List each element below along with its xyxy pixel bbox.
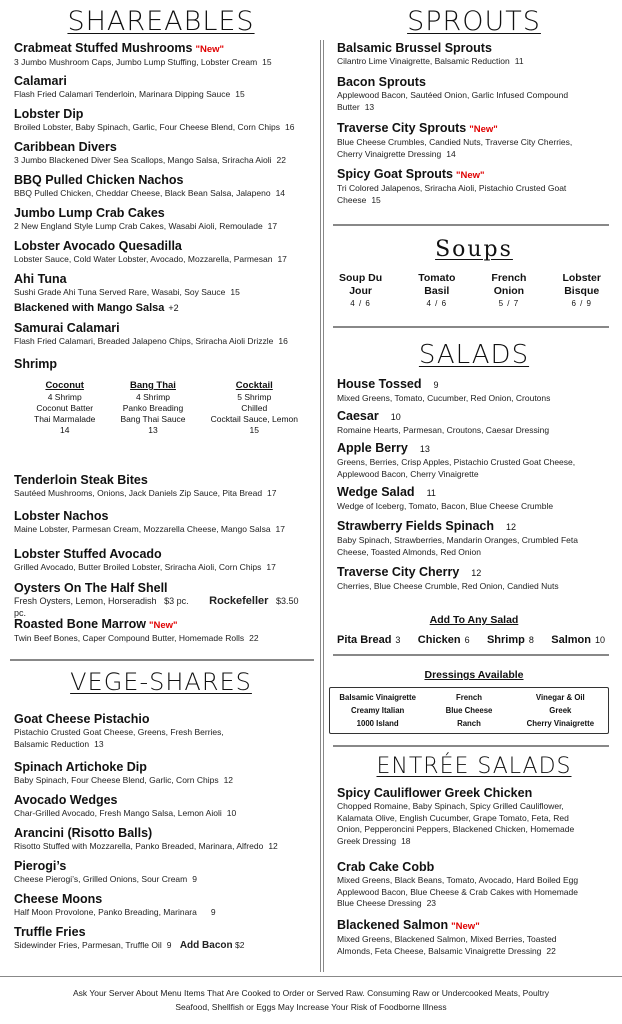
soup-name-2: Bisque (564, 285, 600, 297)
item-price: 12 (223, 775, 234, 785)
item-price: 10 (226, 808, 237, 818)
style-price: 15 (249, 425, 260, 435)
style-line: Chilled (241, 403, 268, 413)
item-price: 9 (166, 940, 172, 950)
rockefeller-price: $3.50 pc. (14, 596, 299, 618)
menu-item (337, 41, 615, 69)
dressing-item: Greek (549, 706, 572, 715)
item-price: 15 (230, 287, 240, 297)
menu-item (337, 167, 615, 207)
shrimp-style (34, 380, 95, 436)
item-desc: Twin Beef Bones, Caper Compound Butter, Homemade Rolls (14, 633, 245, 643)
rockefeller-name: Rockefeller (209, 595, 269, 607)
item-name: Calamari (14, 74, 67, 88)
sprouts-title: SPROUTS (407, 6, 541, 37)
item-name: BBQ Pulled Chicken Nachos (14, 173, 184, 187)
item-desc-last: Almonds, Feta Cheese, Balsamic Vinaigrette Dressing (337, 945, 542, 956)
soup-name-1: Lobster (562, 272, 601, 284)
add-bacon-price: $2 (234, 940, 245, 950)
item-name: Truffle Fries (14, 925, 86, 939)
item-name: Spicy Cauliflower Greek Chicken (337, 786, 533, 800)
new-badge: "New" (456, 170, 485, 181)
item-desc: Sushi Grade Ahi Tuna Served Rare, Wasabi, Soy Sauce (14, 287, 226, 297)
item-name: Traverse City Sprouts (337, 121, 467, 135)
item-price: 9 (210, 907, 216, 917)
menu-item (14, 74, 312, 102)
item-desc-last: Greek Dressing (337, 835, 397, 846)
item-desc: Wedge of Iceberg, Tomato, Bacon, Blue Cheese Crumble (337, 501, 554, 511)
menu-item (14, 239, 312, 267)
soup-price: 4 / 6 (350, 299, 371, 308)
item-price: 16 (278, 336, 288, 346)
sprouts-list (333, 41, 615, 207)
allergy-disclaimer (0, 986, 622, 1014)
item-name: Traverse City Cherry (337, 565, 460, 579)
item-desc: Romaine Hearts, Parmesan, Croutons, Caesar Dressing (337, 425, 550, 435)
item-name: Balsamic Brussel Sprouts (337, 41, 492, 55)
item-name: Lobster Avocado Quesadilla (14, 239, 182, 253)
item-price: 14 (275, 188, 286, 198)
item-desc: Mixed Greens, Tomato, Cucumber, Red Onion, Croutons (337, 393, 551, 403)
item-price: 9 (192, 874, 197, 884)
item-name: Avocado Wedges (14, 793, 118, 807)
addon-price: 10 (594, 635, 605, 645)
item-name: Strawberry Fields Spinach (337, 519, 494, 533)
item-desc: Grilled Avocado, Butter Broiled Lobster, Sriracha Aioli, Corn Chips (14, 562, 262, 572)
new-badge: "New" (148, 620, 178, 631)
addon-price: 3 (395, 635, 401, 645)
item-price: 17 (275, 524, 286, 534)
item-name: Apple Berry (337, 441, 408, 455)
soup-price: 6 / 9 (571, 299, 593, 308)
menu-item (14, 547, 312, 575)
item-desc-line: Kalamata Olive, English Cucumber, Grape Tomato, Feta, Red (337, 812, 569, 823)
style-line: 5 Shrimp (237, 392, 272, 402)
item-desc: Baby Spinach, Four Cheese Blend, Garlic, Corn Chips (14, 775, 219, 785)
menu-item (14, 206, 312, 234)
menu-item (14, 793, 312, 821)
menu-item (337, 918, 615, 958)
addon-name: Chicken (417, 634, 461, 646)
item-desc: 2 New England Style Lump Crab Cakes, Wasabi Aioli, Remoulade (14, 221, 263, 231)
item-name: Roasted Bone Marrow (14, 617, 146, 631)
item-desc-line: Chopped Romaine, Baby Spinach, Spicy Grilled Cauliflower, (337, 801, 564, 811)
item-name: Crabmeat Stuffed Mushrooms (14, 41, 193, 55)
item-name: Spinach Artichoke Dip (14, 760, 147, 774)
item-name: Shrimp (14, 357, 58, 371)
oysters-item (14, 581, 312, 618)
item-desc-2: Cherry Vinaigrette Dressing (337, 148, 442, 159)
item-desc-line: Applewood Bacon, Blue Cheese & Crab Cakes with Homemade (337, 886, 578, 897)
item-name: Oysters On The Half Shell (14, 581, 168, 595)
shrimp-styles (14, 380, 312, 436)
style-price: 13 (148, 425, 158, 435)
addon-item (487, 634, 534, 646)
addon-name: Pita Bread (337, 634, 392, 646)
item-desc: Fresh Oysters, Lemon, Horseradish (14, 596, 157, 606)
item-name: Caesar (337, 409, 379, 423)
item-price: 22 (276, 155, 286, 165)
item-price: 14 (446, 148, 456, 159)
menu-item (14, 41, 312, 69)
item-price: 22 (249, 633, 259, 643)
style-line: 4 Shrimp (135, 392, 170, 402)
item-name: Tenderloin Steak Bites (14, 473, 148, 487)
dressing-item: Vinegar & Oil (535, 693, 585, 702)
column-divider-right (323, 40, 324, 972)
item-desc: Broiled Lobster, Baby Spinach, Garlic, Four Cheese Blend, Corn Chips (14, 122, 280, 132)
dressing-item: French (455, 693, 482, 702)
column-divider (320, 40, 321, 972)
item-name: Jumbo Lump Crab Cakes (14, 206, 165, 220)
item-desc: 3 Jumbo Blackened Diver Sea Scallops, Mango Salsa, Sriracha Aioli (14, 155, 272, 165)
item-price: 9 (433, 380, 439, 390)
salads-title: SALADS (418, 340, 530, 370)
add-to-salad-title: Add To Any Salad (429, 614, 519, 626)
menu-item (337, 786, 615, 854)
item-price: $3 pc. (164, 596, 189, 606)
menu-item (14, 859, 312, 887)
item-price: 22 (546, 945, 556, 956)
menu-item (337, 485, 615, 513)
dressings-title: Dressings Available (424, 669, 524, 681)
salad-addons (337, 634, 605, 646)
menu-item (14, 892, 312, 920)
item-desc-line: Onion, Pepperoncini Peppers, Blackened Chicken, Homemade (337, 824, 575, 834)
item-name: Cheese Moons (14, 892, 103, 906)
item-desc: Pistachio Crusted Goat Cheese, Greens, Fresh Berries, (14, 727, 224, 737)
item-desc: Blue Cheese Crumbles, Candied Nuts, Traverse City Cherries, (337, 137, 573, 147)
new-badge: "New" (451, 921, 480, 932)
divider-dressings-entree (333, 745, 609, 747)
style-line: Thai Marmalade (34, 414, 96, 424)
ahi-extra-price: +2 (168, 302, 179, 313)
divider-shareables-vege (10, 659, 314, 661)
item-name: Lobster Stuffed Avocado (14, 547, 162, 561)
shareables-title: SHAREABLES (67, 6, 255, 37)
menu-item (337, 519, 615, 559)
dressing-item: Cherry Vinaigrette (526, 719, 595, 728)
item-price: 15 (235, 89, 245, 99)
item-desc: Maine Lobster, Parmesan Cream, Mozzarella Cheese, Mango Salsa (14, 524, 271, 534)
soup-name-2: Onion (493, 285, 525, 297)
item-desc: Lobster Sauce, Cold Water Lobster, Avocado, Mozzarella, Parmesan (14, 254, 273, 264)
salads-list (333, 377, 615, 593)
item-desc: Half Moon Provolone, Panko Breading, Marinara (14, 907, 197, 917)
menu-item (337, 565, 615, 593)
menu-item (14, 509, 312, 537)
item-price: 17 (266, 562, 276, 572)
item-name: Bacon Sprouts (337, 75, 426, 89)
dressing-item: Ranch (457, 719, 481, 728)
style-line: Coconut Batter (36, 403, 94, 413)
item-name: Wedge Salad (337, 485, 415, 499)
menu-item (14, 473, 312, 501)
style-name: Coconut (45, 380, 84, 391)
soup-price: 5 / 7 (498, 299, 520, 308)
item-desc: Risotto Stuffed with Mozzarella, Panko Breaded, Marinara, Alfredo (14, 841, 264, 851)
addon-item (337, 634, 400, 646)
disclaimer-line-1: Ask Your Server About Menu Items That Are Cooked to Order or Served Raw. Consuming Raw or Undercooked Meats, Poultry (72, 988, 550, 998)
item-name: Caribbean Divers (14, 140, 117, 154)
item-desc-2: Cheese, Toasted Almonds, Red Onion (337, 546, 481, 557)
soup-name-1: Tomato (418, 272, 456, 284)
menu-item (14, 173, 312, 201)
soup-item (418, 272, 455, 310)
new-badge: "New" (469, 124, 498, 135)
item-name: Pierogi’s (14, 859, 67, 873)
item-desc-line: Mixed Greens, Black Beans, Tomato, Avocado, Hard Boiled Egg (337, 875, 579, 885)
disclaimer-line-2: Seafood, Shellfish or Eggs May Increase Your Risk of Foodborne Illness (175, 1002, 447, 1012)
item-price: 11 (514, 56, 524, 66)
dressing-item: Balsamic Vinaigrette (339, 693, 416, 702)
addon-name: Salmon (551, 634, 591, 646)
style-name: Cocktail (235, 380, 273, 391)
item-price: 17 (267, 488, 277, 498)
menu-item (14, 321, 312, 349)
item-desc-last: Blue Cheese Dressing (337, 898, 422, 908)
menu-item (14, 140, 312, 168)
menu-item (337, 377, 615, 405)
footer-divider (0, 976, 622, 977)
shareables-list-2 (10, 473, 312, 645)
item-desc: Cherries, Blue Cheese Crumble, Red Onion, Candied Nuts (337, 581, 559, 591)
dressing-item: Creamy Italian (351, 706, 405, 715)
item-desc: Sautéed Mushrooms, Onions, Jack Daniels Zip Sauce, Pita Bread (14, 488, 263, 498)
item-price: 13 (419, 444, 430, 454)
item-desc-2: Butter (337, 101, 360, 112)
item-price: 11 (426, 488, 436, 498)
item-price: 16 (285, 122, 295, 132)
menu-item (14, 617, 312, 645)
item-desc: Greens, Berries, Crisp Apples, Pistachio Crusted Goat Cheese, (337, 457, 576, 467)
vege-list (10, 712, 312, 953)
add-bacon-label: Add Bacon (179, 940, 233, 951)
item-name: Spicy Goat Sprouts (337, 167, 453, 181)
item-desc: Flash Fried Calamari Tenderloin, Marinara Dipping Sauce (14, 89, 231, 99)
item-desc: Sidewinder Fries, Parmesan, Truffle Oil (14, 940, 162, 950)
menu-item (14, 760, 312, 788)
menu-item (14, 712, 312, 752)
item-desc-2: Balsamic Reduction (14, 738, 90, 749)
item-desc: BBQ Pulled Chicken, Cheddar Cheese, Black Bean Salsa, Jalapeno (14, 188, 271, 198)
menu-item (337, 121, 615, 161)
menu-item (337, 409, 615, 437)
soup-name-1: French (491, 272, 527, 284)
menu-item (337, 75, 615, 115)
item-price: 17 (277, 254, 287, 264)
item-desc: Cheese Pierogi’s, Grilled Onions, Sour Cream (14, 874, 188, 884)
soup-item (562, 272, 601, 310)
menu-item (14, 826, 312, 854)
soup-name-2: Jour (349, 285, 372, 297)
item-name: Lobster Nachos (14, 509, 109, 523)
item-price: 13 (94, 738, 104, 749)
item-price: 12 (506, 522, 517, 532)
menu-item (14, 925, 312, 953)
dressing-item: Blue Cheese (445, 706, 493, 715)
menu-item (337, 860, 615, 912)
divider-soups-salads (333, 326, 609, 328)
entree-list (333, 786, 615, 958)
addon-name: Shrimp (486, 634, 525, 646)
item-price: 15 (262, 57, 272, 67)
item-desc: Char-Grilled Avocado, Fresh Mango Salsa, Lemon Aioli (14, 808, 222, 818)
shrimp-style (120, 380, 185, 436)
style-line: 4 Shrimp (47, 392, 82, 402)
menu-item (14, 272, 312, 316)
item-desc: Baby Spinach, Strawberries, Mandarin Oranges, Crumbled Feta (337, 535, 578, 545)
menu-item (337, 441, 615, 481)
soups-title: Soups (435, 237, 513, 262)
item-name: Goat Cheese Pistachio (14, 712, 150, 726)
item-desc: Flash Fried Calamari, Breaded Jalapeno Chips, Sriracha Aioli Drizzle (14, 336, 274, 346)
item-desc-line: Mixed Greens, Blackened Salmon, Mixed Berries, Toasted (337, 934, 557, 944)
soup-name-2: Basil (424, 285, 450, 297)
item-desc: 3 Jumbo Mushroom Caps, Jumbo Lump Stuffing, Lobster Cream (14, 57, 258, 67)
style-line: Cocktail Sauce, Lemon (210, 414, 298, 424)
item-name: Crab Cake Cobb (337, 860, 435, 874)
soup-name-1: Soup Du (339, 272, 383, 284)
item-desc: Tri Colored Jalapenos, Sriracha Aioli, Pistachio Crusted Goat (337, 183, 567, 193)
item-name: Blackened Salmon (337, 918, 449, 932)
soups-list (339, 272, 601, 310)
menu-item (14, 107, 312, 135)
soup-price: 4 / 6 (426, 299, 448, 308)
divider-sprouts-soups (333, 224, 609, 226)
soup-item (491, 272, 526, 310)
shrimp-item (14, 357, 312, 436)
item-desc-2: Applewood Bacon, Cherry Vinaigrette (337, 468, 479, 479)
item-price: 12 (268, 841, 278, 851)
shareables-list (10, 41, 312, 436)
entree-salads-title: ENTRÉE SALADS (376, 754, 572, 779)
style-name: Bang Thai (130, 380, 176, 391)
item-price: 17 (267, 221, 278, 231)
ahi-extra-label: Blackened with Mango Salsa (14, 301, 165, 314)
style-line: Panko Breading (122, 403, 184, 413)
item-name: Arancini (Risotto Balls) (14, 826, 153, 840)
dressing-item: 1000 Island (356, 719, 399, 728)
style-line: Bang Thai Sauce (120, 414, 186, 424)
item-price: 10 (390, 412, 401, 422)
dressings-box (329, 687, 609, 734)
item-price: 12 (471, 568, 482, 578)
divider-salads-dressings (333, 654, 609, 656)
item-name: House Tossed (337, 377, 422, 391)
item-desc: Cilantro Lime Vinaigrette, Balsamic Reduction (337, 56, 510, 66)
addon-item (418, 634, 470, 646)
addon-price: 6 (464, 635, 470, 645)
item-price: 15 (371, 194, 381, 205)
item-desc-2: Cheese (337, 194, 367, 205)
shrimp-style (211, 380, 298, 436)
vege-shares-title: VEGE-SHARES (70, 668, 252, 696)
addon-item (551, 634, 605, 646)
item-name: Ahi Tuna (14, 272, 67, 286)
soup-item (339, 272, 382, 310)
item-name: Lobster Dip (14, 107, 84, 121)
addon-price: 8 (528, 635, 534, 645)
item-price: 13 (364, 101, 375, 112)
item-desc: Applewood Bacon, Sautéed Onion, Garlic Infused Compound (337, 90, 569, 100)
item-price: 18 (401, 835, 411, 846)
item-price: 23 (426, 898, 437, 908)
new-badge: "New" (195, 44, 225, 55)
style-price: 14 (59, 425, 70, 435)
item-name: Samurai Calamari (14, 321, 120, 335)
